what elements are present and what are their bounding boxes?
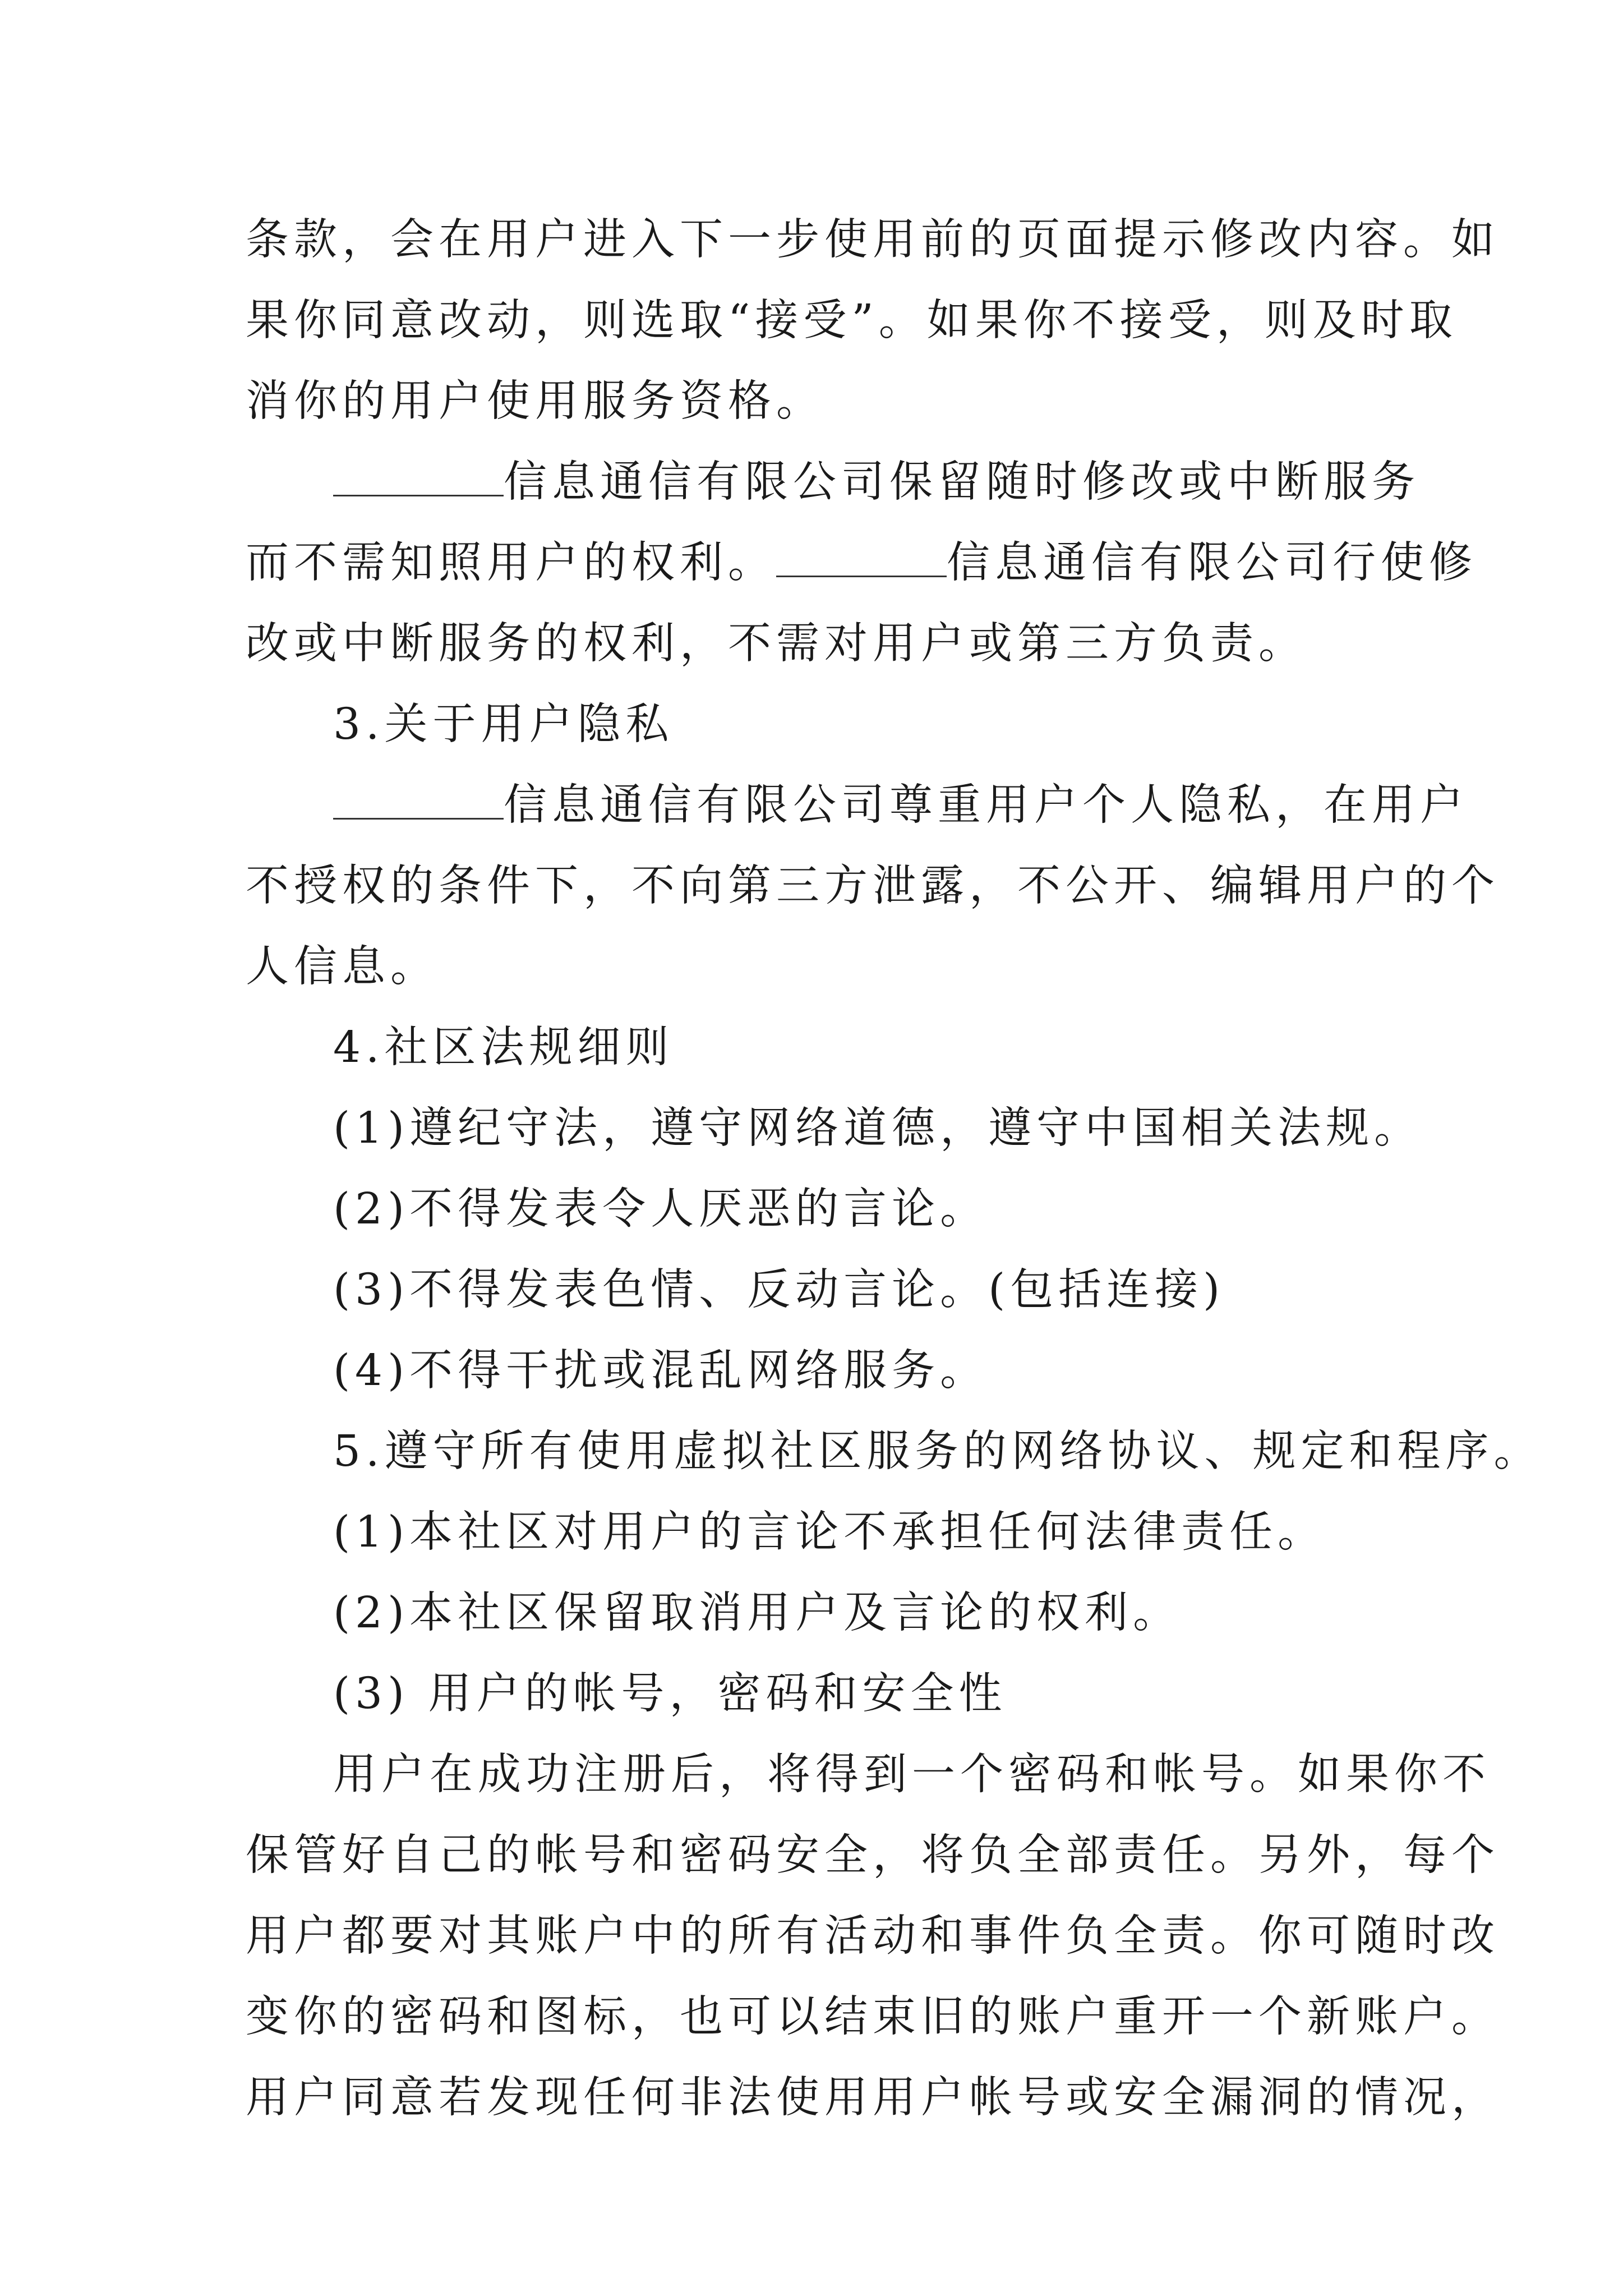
line-text: 而不需知照用户的权利。: [246, 538, 776, 588]
text-line: [246, 765, 1468, 846]
text-line: 人信息。: [246, 942, 439, 992]
text-line: [246, 442, 1420, 523]
text-line: 不授权的条件下，不向第三方泄露，不公开、编辑用户的个: [246, 861, 1500, 911]
text-line: 消你的用户使用服务资格。: [246, 376, 824, 426]
list-item: (2)不得发表令人厌恶的言论。: [333, 1184, 989, 1234]
blank-company-name: [333, 784, 504, 820]
text-line: 条款，会在用户进入下一步使用前的页面提示修改内容。如: [246, 215, 1500, 265]
line-text: 信息通信有限公司保留随时修改或中断服务: [504, 457, 1420, 507]
blank-company-name: [333, 461, 504, 496]
list-item: (3) 用户的帐号，密码和安全性: [333, 1669, 1007, 1719]
list-item: (2)本社区保留取消用户及言论的权利。: [333, 1588, 1182, 1638]
text-line: 改或中断服务的权利，不需对用户或第三方负责。: [246, 619, 1307, 669]
section-heading: 5.遵守所有使用虚拟社区服务的网络协议、规定和程序。: [333, 1427, 1542, 1476]
text-line: 变你的密码和图标，也可以结束旧的账户重开一个新账户。: [246, 1992, 1500, 2042]
text-line: 保管好自己的帐号和密码安全，将负全部责任。另外，每个: [246, 1830, 1500, 1880]
text-line: 用户同意若发现任何非法使用用户帐号或安全漏洞的情况，: [246, 2073, 1500, 2123]
section-heading: 4.社区法规细则: [333, 1023, 674, 1073]
text-line: 用户在成功注册后，将得到一个密码和帐号。如果你不: [333, 1750, 1491, 1800]
list-item: (4)不得干扰或混乱网络服务。: [333, 1346, 989, 1396]
blank-company-name: [776, 542, 947, 577]
line-text: 信息通信有限公司尊重用户个人隐私，在用户: [504, 780, 1468, 830]
list-item: (3)不得发表色情、反动言论。(包括连接): [333, 1265, 1225, 1315]
list-item: (1)本社区对用户的言论不承担任何法律责任。: [333, 1507, 1326, 1557]
line-text: 信息通信有限公司行使修: [947, 538, 1477, 588]
text-line: [246, 523, 1477, 604]
section-heading: 3.关于用户隐私: [333, 700, 674, 749]
document-body: [246, 200, 1542, 2138]
list-item: (1)遵纪守法，遵守网络道德，遵守中国相关法规。: [333, 1103, 1423, 1153]
text-line: 用户都要对其账户中的所有活动和事件负全责。你可随时改: [246, 1911, 1500, 1961]
text-line: 果你同意改动，则选取“接受”。如果你不接受，则及时取: [246, 296, 1458, 346]
